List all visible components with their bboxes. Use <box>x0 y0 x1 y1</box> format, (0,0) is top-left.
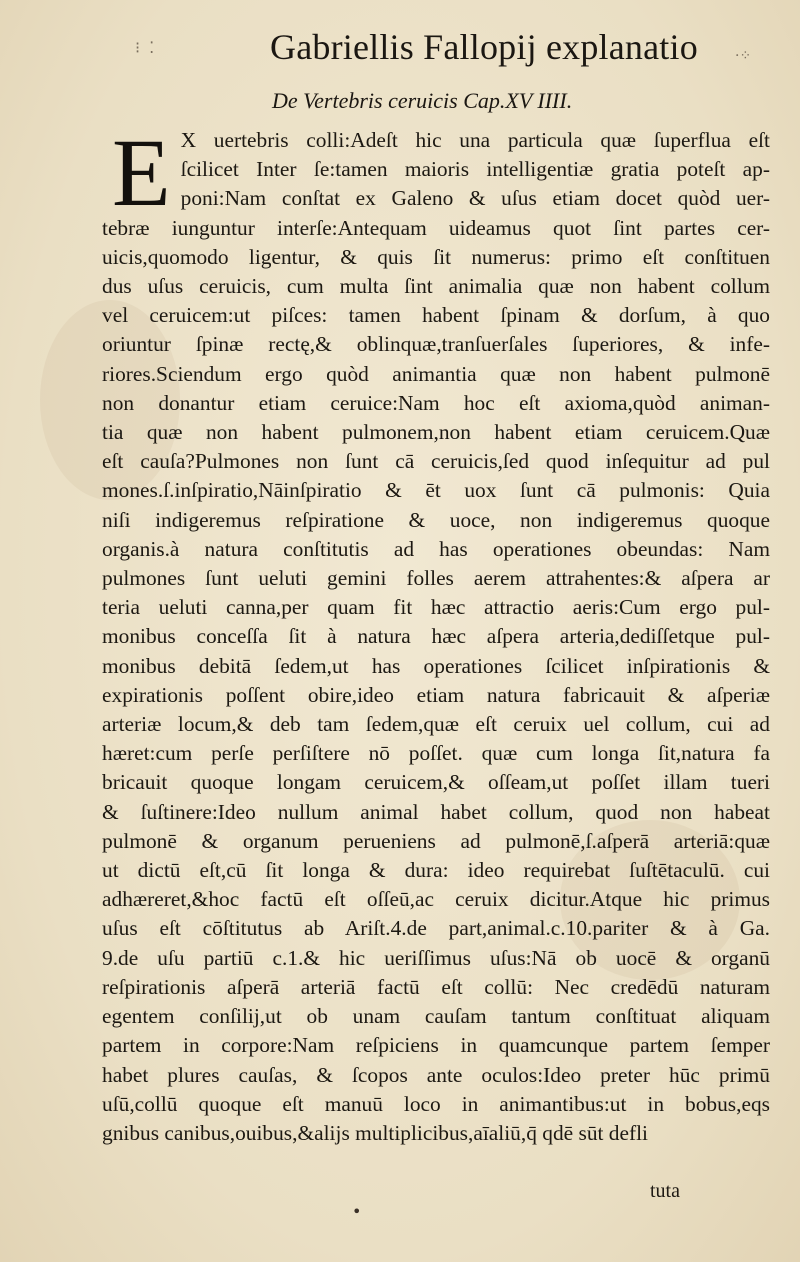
text-line: expirationis poſſent obire,ideo etiam natura fabricauit & aſperiæ <box>102 682 770 707</box>
text-line: monibus conceſſa ſit à natura hæc aſpera arteria,dediſſetque pul- <box>102 624 770 649</box>
text-line: vel ceruicem:ut piſces: tamen habent ſpinam & dorſum, à quo <box>102 303 770 328</box>
text-line: riores.Sciendum ergo quòd animantia quæ non habent pulmonē <box>102 361 770 386</box>
text-line: habet plures cauſas, & ſcopos ante oculos:Ideo preter hūc primū <box>102 1062 770 1087</box>
catchword: tuta <box>650 1180 680 1202</box>
text-line: mones.ſ.inſpiratio,Nāinſpiratio & ēt uox ſunt cā pulmonis: Quia <box>102 478 770 503</box>
text-line: reſpirationis aſperā arteriā factū eſt collū: Nec credēdū naturam <box>102 974 770 999</box>
page-header <box>0 20 800 80</box>
text-line: arteriæ locum,& deb tam ſedem,quæ eſt ceruix uel collum, cui ad <box>102 712 770 737</box>
printer-mark: ·⁘ <box>735 48 752 64</box>
text-line: niſi indigeremus reſpiratione & uoce, non indigeremus quoque <box>102 507 770 532</box>
text-line: tia quæ non habent pulmonem,non habent etiam ceruicem.Quæ <box>102 420 770 445</box>
text-line: oriuntur ſpinæ rectę,& oblinquæ,tranſuerſales ſuperiores, & infe- <box>102 332 770 357</box>
text-line: X uertebris colli:Adeſt hic una particula quæ ſuperflua eſt <box>180 128 770 152</box>
text-line: gnibus canibus,ouibus,&alijs multiplicibus,aīaliū,q̄ qdē sūt defli <box>102 1120 649 1145</box>
text-line: & ſuſtinere:Ideo nullum animal habet collum, quod non habeat <box>102 799 770 824</box>
text-line: egentem conſilij,ut ob unam cauſam tantum conſtituat aliquam <box>102 1004 770 1029</box>
text-line: hæret:cum perſe perſiſtere nō poſſet. quæ cum longa ſit,natura fa <box>102 741 770 766</box>
text-line: partem in corpore:Nam reſpiciens in quamcunque partem ſemper <box>102 1033 770 1058</box>
text-line: monibus debitā ſedem,ut has operationes ſcilicet inſpirationis & <box>102 653 770 678</box>
text-line: uſus eſt cōſtitutus ab Ariſt.4.de part,animal.c.10.pariter & à Ga. <box>102 916 770 941</box>
text-line: poni:Nam conſtat ex Galeno & uſus etiam docet quòd uer- <box>180 186 770 211</box>
text-line: 9.de uſu partiū c.1.& hic ueriſſimus uſus:Nā ob uocē & organū <box>102 945 770 970</box>
text-line: pulmones ſunt ueluti gemini folles aerem attrahentes:& aſpera ar <box>102 566 770 591</box>
text-line: teria ueluti canna,per quam fit hæc attractio aeris:Cum ergo pul- <box>102 595 770 620</box>
text-line: tebræ iunguntur interſe:Antequam uideamus quot ſint partes cer- <box>102 215 770 240</box>
text-line: adhæreret,&hoc factū eſt oſſeū,ac ceruix dicitur.Atque hic primus <box>102 887 770 912</box>
text-line: uicis,quomodo ligentur, & quis ſit numerus: primo eſt conſtituen <box>102 244 770 269</box>
main-text <box>102 119 770 1148</box>
text-line: ut dictū eſt,cū ſit longa & dura: ideo requirebat ſuſtētaculū. cui <box>102 858 770 883</box>
text-line: pulmonē & organum perueniens ad pulmonē,ſ.aſperā arteriā:quæ <box>102 828 770 853</box>
text-line: dus uſus ceruicis, cum multa ſint animalia quæ non habent collum <box>102 274 770 299</box>
text-line: ſcilicet Inter ſe:tamen maioris intelligentiæ gratia poteſt ap- <box>180 157 770 182</box>
text-line: eſt cauſa?Pulmones non ſunt cā ceruicis,ſed quod inſequitur ad pul <box>102 449 770 474</box>
printer-mark: ⁝ ⁚ <box>135 38 157 57</box>
ink-dot: • <box>352 1202 362 1221</box>
text-line: non donantur etiam ceruice:Nam hoc eſt axioma,quòd animan- <box>102 390 770 415</box>
text-line: uſū,collū quoque eſt manuū loco in animantibus:ut in bobus,eqs <box>102 1091 770 1116</box>
running-head: Gabriellis Fallopij explanatio <box>270 27 698 67</box>
text-line: organis.à natura conſtitutis ad has operationes obeundas: Nam <box>102 536 770 561</box>
drop-cap: E <box>112 119 171 226</box>
chapter-title: De Vertebris ceruicis Cap.XV IIII. <box>272 88 573 113</box>
text-line: bricauit quoque longam ceruicem,& oſſeam,ut poſſet illam tueri <box>102 770 770 795</box>
